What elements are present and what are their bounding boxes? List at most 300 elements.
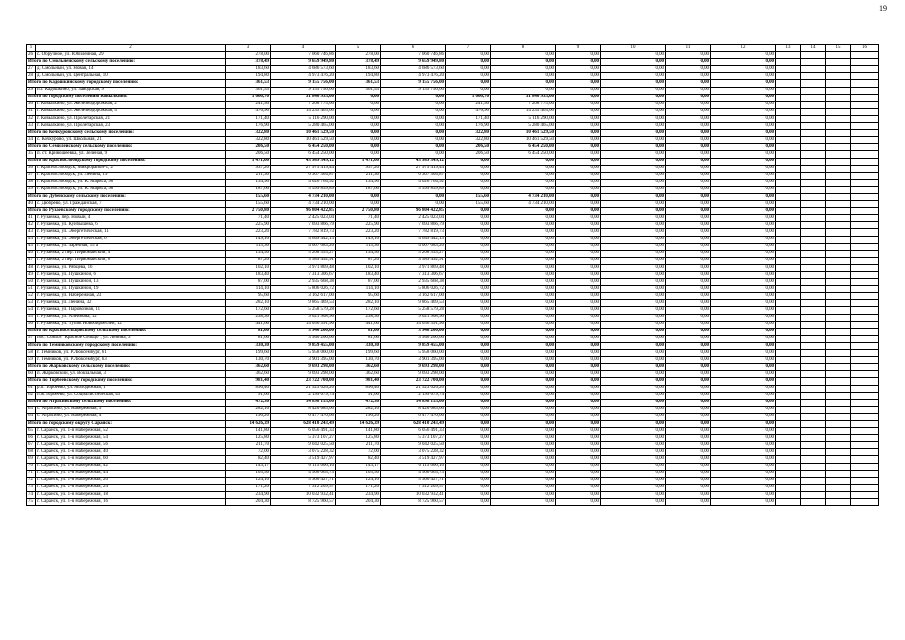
table-row [27,470,879,477]
value-cell: 0,00 [711,449,776,456]
value-cell: 0,00 [711,378,776,385]
value-cell: 0,00 [491,342,556,349]
value-cell: 0,00 [446,236,491,243]
value-cell: 0,00 [711,328,776,335]
value-cell: 0,00 [491,279,556,286]
value-cell: 378,49 [336,59,381,66]
value-cell: 0,00 [601,66,666,73]
value-cell: 7 208 775,00 [491,101,556,108]
table-row [27,456,879,463]
value-cell: 0,00 [666,328,711,335]
value-cell: 0,00 [446,293,491,300]
value-cell: 10 461 529,50 [491,130,556,137]
row-number: 63 [27,406,36,413]
empty-cell [776,449,801,456]
value-cell: 0,00 [446,250,491,257]
value-cell: 0,00 [446,243,491,250]
value-cell: 0,00 [556,413,601,420]
value-cell: 125,80 [226,435,271,442]
value-cell: 31 840 935,00 [271,94,336,101]
table-row [27,413,879,420]
address-cell: г. Рузаевка, 2 пер. Первомайский, 6 [36,257,226,264]
value-cell: 0,00 [601,392,666,399]
value-cell: 0,00 [336,201,381,208]
table-row [27,52,879,59]
empty-cell [776,115,801,122]
value-cell: 0,00 [556,456,601,463]
value-cell: 0,00 [381,108,446,115]
table-row [27,279,879,286]
empty-cell [776,399,801,406]
subtotal-label: Итого по Смольненскому сельскому поселению: [27,59,226,66]
value-cell: 0,00 [491,257,556,264]
address-cell: г. Рузаевка, ул. Куйбышева, 6 [36,222,226,229]
empty-cell [776,484,801,491]
empty-cell [851,477,879,484]
value-cell: 0,00 [556,477,601,484]
subtotal-row [27,399,879,406]
empty-cell [826,137,851,144]
table-row [27,300,879,307]
value-cell: 0,00 [666,73,711,80]
empty-cell [826,428,851,435]
value-cell: 0,00 [666,477,711,484]
value-cell: 0,00 [711,250,776,257]
row-number: 39 [27,186,36,193]
value-cell: 0,00 [446,449,491,456]
value-cell: 0,00 [666,101,711,108]
value-cell: 0,00 [666,300,711,307]
value-cell: 114,10 [336,286,381,293]
value-cell: 0,00 [491,243,556,250]
value-cell: 3 519 427,97 [381,456,446,463]
value-cell: 171,20 [336,484,381,491]
value-cell: 2 750,80 [336,208,381,215]
row-number: 70 [27,463,36,470]
empty-cell [851,491,879,498]
value-cell: 0,00 [336,151,381,158]
value-cell: 183,40 [226,272,271,279]
value-cell: 5 280 465,00 [491,123,556,130]
value-cell: 0,00 [666,350,711,357]
row-number: 67 [27,442,36,449]
value-cell: 0,00 [556,151,601,158]
value-cell: 0,00 [711,499,776,506]
value-cell: 4 734 210,00 [271,193,336,200]
value-cell: 0,00 [601,477,666,484]
value-cell: 5 116 290,00 [491,115,556,122]
value-cell: 21 523 020,26 [381,385,446,392]
value-cell: 0,00 [666,201,711,208]
address-cell: с. Атрасино, ул. Набережная, 4 [36,413,226,420]
value-cell: 211,70 [336,442,381,449]
value-cell: 0,00 [601,484,666,491]
value-cell: 5 268 553,27 [271,250,336,257]
empty-cell [851,470,879,477]
value-cell: 0,00 [556,165,601,172]
value-cell: 0,00 [446,257,491,264]
value-cell: 0,00 [381,101,446,108]
empty-cell [826,73,851,80]
value-cell: 8 420 685,00 [381,406,446,413]
value-cell: 0,00 [446,66,491,73]
address-cell: г. Саранск, ул. 1-я Набережная, 16 [36,499,226,506]
row-number: 29 [27,87,36,94]
value-cell: 6 115 006,10 [271,463,336,470]
header-row [27,45,879,52]
row-number: 33 [27,123,36,130]
value-cell: 5 268 553,27 [381,250,446,257]
value-cell: 6 454 250,00 [491,144,556,151]
value-cell: 9 021 908,90 [271,314,336,321]
value-cell: 0,00 [711,172,776,179]
value-cell: 0,00 [381,94,446,101]
value-cell: 0,00 [711,470,776,477]
empty-cell [851,151,879,158]
empty-cell [801,130,826,137]
empty-cell [776,286,801,293]
value-cell: 0,00 [491,208,556,215]
value-cell: 0,00 [711,364,776,371]
value-cell: 282,10 [336,406,381,413]
value-cell: 0,00 [666,66,711,73]
value-cell: 114,10 [226,286,271,293]
address-cell: г. Рузаевка, ул. Алеймова, 12 [36,314,226,321]
value-cell: 0,00 [556,364,601,371]
value-cell: 0,00 [446,80,491,87]
value-cell: 278,00 [226,52,271,59]
empty-cell [851,428,879,435]
empty-cell [801,314,826,321]
value-cell: 6 056 491,33 [381,428,446,435]
subtotal-label: Итого по Жарковскому сельскому поселению: [27,364,226,371]
empty-cell [801,428,826,435]
value-cell: 937,20 [226,165,271,172]
empty-cell [776,87,801,94]
empty-cell [826,236,851,243]
value-cell: 3 940 200,00 [381,328,446,335]
value-cell: 149,10 [336,236,381,243]
value-cell: 43 989 349,12 [381,158,446,165]
address-cell: г. Саранск, ул. 1-я Набережная, 54 [36,435,226,442]
empty-cell [776,456,801,463]
value-cell: 0,00 [601,342,666,349]
value-cell: 0,00 [446,172,491,179]
value-cell: 0,00 [381,193,446,200]
value-cell: 5 373 107,27 [271,435,336,442]
subtotal-label: Итого по Темниковскому городскому поселению: [27,342,226,349]
empty-cell [776,413,801,420]
value-cell: 0,00 [666,257,711,264]
value-cell: 0,00 [601,144,666,151]
value-cell: 0,00 [556,201,601,208]
row-number: 58 [27,350,36,357]
empty-cell [801,477,826,484]
value-cell: 238,30 [336,314,381,321]
value-cell: 8 725 960,57 [271,499,336,506]
value-cell: 234,90 [336,491,381,498]
value-cell: 9 042 025,50 [271,442,336,449]
address-cell: с. Кочкурово, ул. Школьная, 21 [36,137,226,144]
value-cell: 0,00 [711,435,776,442]
value-cell: 10 032 932,41 [381,491,446,498]
empty-cell [826,215,851,222]
value-cell: 27 975 419,44 [271,165,336,172]
row-number: 36 [27,165,36,172]
empty-cell [776,321,801,328]
empty-cell [851,165,879,172]
value-cell: 0,00 [601,449,666,456]
table-row [27,229,879,236]
value-cell: 0,00 [491,435,556,442]
value-cell: 0,00 [491,449,556,456]
empty-cell [801,229,826,236]
empty-cell [851,279,879,286]
value-cell: 322,80 [226,137,271,144]
empty-cell [826,420,851,427]
value-cell: 9 155 756,00 [381,80,446,87]
address-cell: р.п. Торбеево, ул. Молодежная, 1 [36,385,226,392]
empty-cell [801,215,826,222]
value-cell: 113,30 [226,243,271,250]
value-cell: 82,40 [226,456,271,463]
value-cell: 0,00 [711,293,776,300]
value-cell: 0,00 [666,449,711,456]
value-cell: 206,50 [226,144,271,151]
table-row [27,108,879,115]
row-number: 60 [27,371,36,378]
value-cell: 124,10 [336,477,381,484]
value-cell: 0,00 [601,250,666,257]
value-cell: 0,00 [601,314,666,321]
value-cell: 0,00 [666,463,711,470]
value-cell: 72,00 [336,449,381,456]
row-number: 27 [27,66,36,73]
value-cell: 0,00 [601,279,666,286]
row-number: 54 [27,307,36,314]
subtotal-row [27,420,879,427]
value-cell: 0,00 [556,435,601,442]
empty-cell [826,484,851,491]
value-cell: 0,00 [491,428,556,435]
value-cell: 0,00 [601,321,666,328]
value-cell: 0,00 [446,357,491,364]
value-cell: 0,00 [666,357,711,364]
empty-cell [776,66,801,73]
value-cell: 0,00 [711,428,776,435]
value-cell: 330,30 [336,342,381,349]
table-row [27,499,879,506]
value-cell: 0,00 [446,321,491,328]
table-row [27,179,879,186]
value-cell: 9 859 455,00 [271,342,336,349]
value-cell: 0,00 [601,158,666,165]
value-cell: 0,00 [491,293,556,300]
empty-cell [851,73,879,80]
value-cell: 96 804 422,85 [381,208,446,215]
value-cell: 0,00 [601,385,666,392]
address-cell: д. Смольный, ул. Новая, 14 [36,66,226,73]
value-cell: 0,00 [556,52,601,59]
value-cell: 2 425 023,04 [271,215,336,222]
value-cell: 0,00 [601,264,666,271]
value-cell: 0,00 [601,442,666,449]
empty-cell [851,193,879,200]
value-cell: 0,00 [711,186,776,193]
empty-cell [776,300,801,307]
value-cell: 95,60 [226,293,271,300]
column-header: 6 [381,45,446,52]
value-cell: 211,30 [336,172,381,179]
value-cell: 3 940 200,00 [271,328,336,335]
value-cell: 0,00 [556,307,601,314]
empty-cell [826,115,851,122]
empty-cell [826,449,851,456]
value-cell: 0,00 [491,286,556,293]
address-cell: с. Обручное, ул. Юбилейная, 29 [36,52,226,59]
empty-cell [776,151,801,158]
value-cell: 0,00 [556,406,601,413]
value-cell: 0,00 [491,272,556,279]
value-cell: 0,00 [491,357,556,364]
empty-cell [851,413,879,420]
value-cell: 0,00 [556,385,601,392]
row-number: 44 [27,236,36,243]
value-cell: 0,00 [381,144,446,151]
row-number: 75 [27,499,36,506]
value-cell: 199,60 [226,350,271,357]
subtotal-label: Итого по Кочкуровскому сельскому поселению: [27,130,226,137]
value-cell: 322,80 [446,137,491,144]
empty-cell [826,314,851,321]
value-cell: 0,00 [446,300,491,307]
value-cell: 0,00 [556,300,601,307]
address-cell: пос. Совхоз "Красное Сельцо", ул. Ленина, 3 [36,335,226,342]
value-cell: 0,00 [556,335,601,342]
value-cell: 0,00 [601,137,666,144]
empty-cell [801,257,826,264]
value-cell: 7 313 306,67 [271,272,336,279]
subtotal-label: Итого по Краснослободскому городскому поселению: [27,158,226,165]
value-cell: 0,00 [601,456,666,463]
value-cell: 0,00 [556,73,601,80]
value-cell: 0,00 [556,399,601,406]
value-cell: 7 313 306,67 [381,272,446,279]
empty-cell [801,144,826,151]
empty-cell [801,165,826,172]
value-cell: 155,60 [226,193,271,200]
value-cell: 0,00 [446,428,491,435]
value-cell: 31 840 935,00 [491,94,556,101]
value-cell: 6 477 470,00 [381,413,446,420]
value-cell: 23 722 700,00 [271,378,336,385]
empty-cell [826,357,851,364]
value-cell: 0,00 [601,364,666,371]
empty-cell [776,130,801,137]
value-cell: 87,20 [336,257,381,264]
value-cell: 7 312 209,57 [271,484,336,491]
value-cell: 0,00 [446,272,491,279]
value-cell: 0,00 [711,420,776,427]
table-row [27,264,879,271]
empty-cell [851,208,879,215]
value-cell: 0,00 [491,456,556,463]
value-cell: 0,00 [491,477,556,484]
value-cell: 2 425 023,04 [381,215,446,222]
empty-cell [801,364,826,371]
empty-cell [801,123,826,130]
row-number: 71 [27,470,36,477]
value-cell: 0,00 [556,59,601,66]
value-cell: 0,00 [711,215,776,222]
value-cell: 9 865 469,53 [381,300,446,307]
value-cell: 10 032 932,41 [271,491,336,498]
empty-cell [826,264,851,271]
value-cell: 0,00 [556,449,601,456]
value-cell: 87,20 [226,257,271,264]
value-cell: 141,80 [226,428,271,435]
value-cell: 187,60 [336,186,381,193]
row-number: 61 [27,385,36,392]
column-header: 4 [271,45,336,52]
value-cell: 5 958 060,00 [381,350,446,357]
row-number: 62 [27,392,36,399]
value-cell: 5 958 060,00 [271,350,336,357]
table-row [27,442,879,449]
value-cell: 9 693 298,00 [381,364,446,371]
empty-cell [826,350,851,357]
value-cell: 14 235 465,00 [491,108,556,115]
table-row [27,243,879,250]
value-cell: 0,00 [666,385,711,392]
empty-cell [851,442,879,449]
value-cell: 0,00 [491,364,556,371]
empty-cell [851,87,879,94]
empty-cell [801,73,826,80]
value-cell: 0,00 [556,371,601,378]
empty-cell [851,179,879,186]
empty-cell [826,413,851,420]
empty-cell [851,406,879,413]
value-cell: 0,00 [556,137,601,144]
value-cell: 0,00 [556,179,601,186]
value-cell: 0,00 [601,108,666,115]
row-number: 59 [27,357,36,364]
column-header: 8 [491,45,556,52]
value-cell: 149,10 [226,236,271,243]
value-cell: 0,00 [446,208,491,215]
table-row [27,491,879,498]
value-cell: 3 162 617,00 [271,293,336,300]
value-cell: 0,00 [666,59,711,66]
value-cell: 0,00 [601,193,666,200]
value-cell: 0,00 [446,179,491,186]
value-cell: 3 075 228,32 [271,449,336,456]
address-cell: г. Саранск, ул. 1-я Набережная, 18 [36,491,226,498]
value-cell: 134,50 [336,250,381,257]
empty-cell [851,229,879,236]
value-cell: 0,00 [491,392,556,399]
value-cell: 21 523 020,26 [271,385,336,392]
value-cell: 0,00 [711,392,776,399]
value-cell: 0,00 [446,186,491,193]
empty-cell [801,378,826,385]
value-cell: 0,00 [711,144,776,151]
address-cell: г. Рузаевка, ул. Набережная, 23 [36,293,226,300]
value-cell: 0,00 [491,179,556,186]
value-cell: 0,00 [446,73,491,80]
value-cell: 362,60 [226,364,271,371]
